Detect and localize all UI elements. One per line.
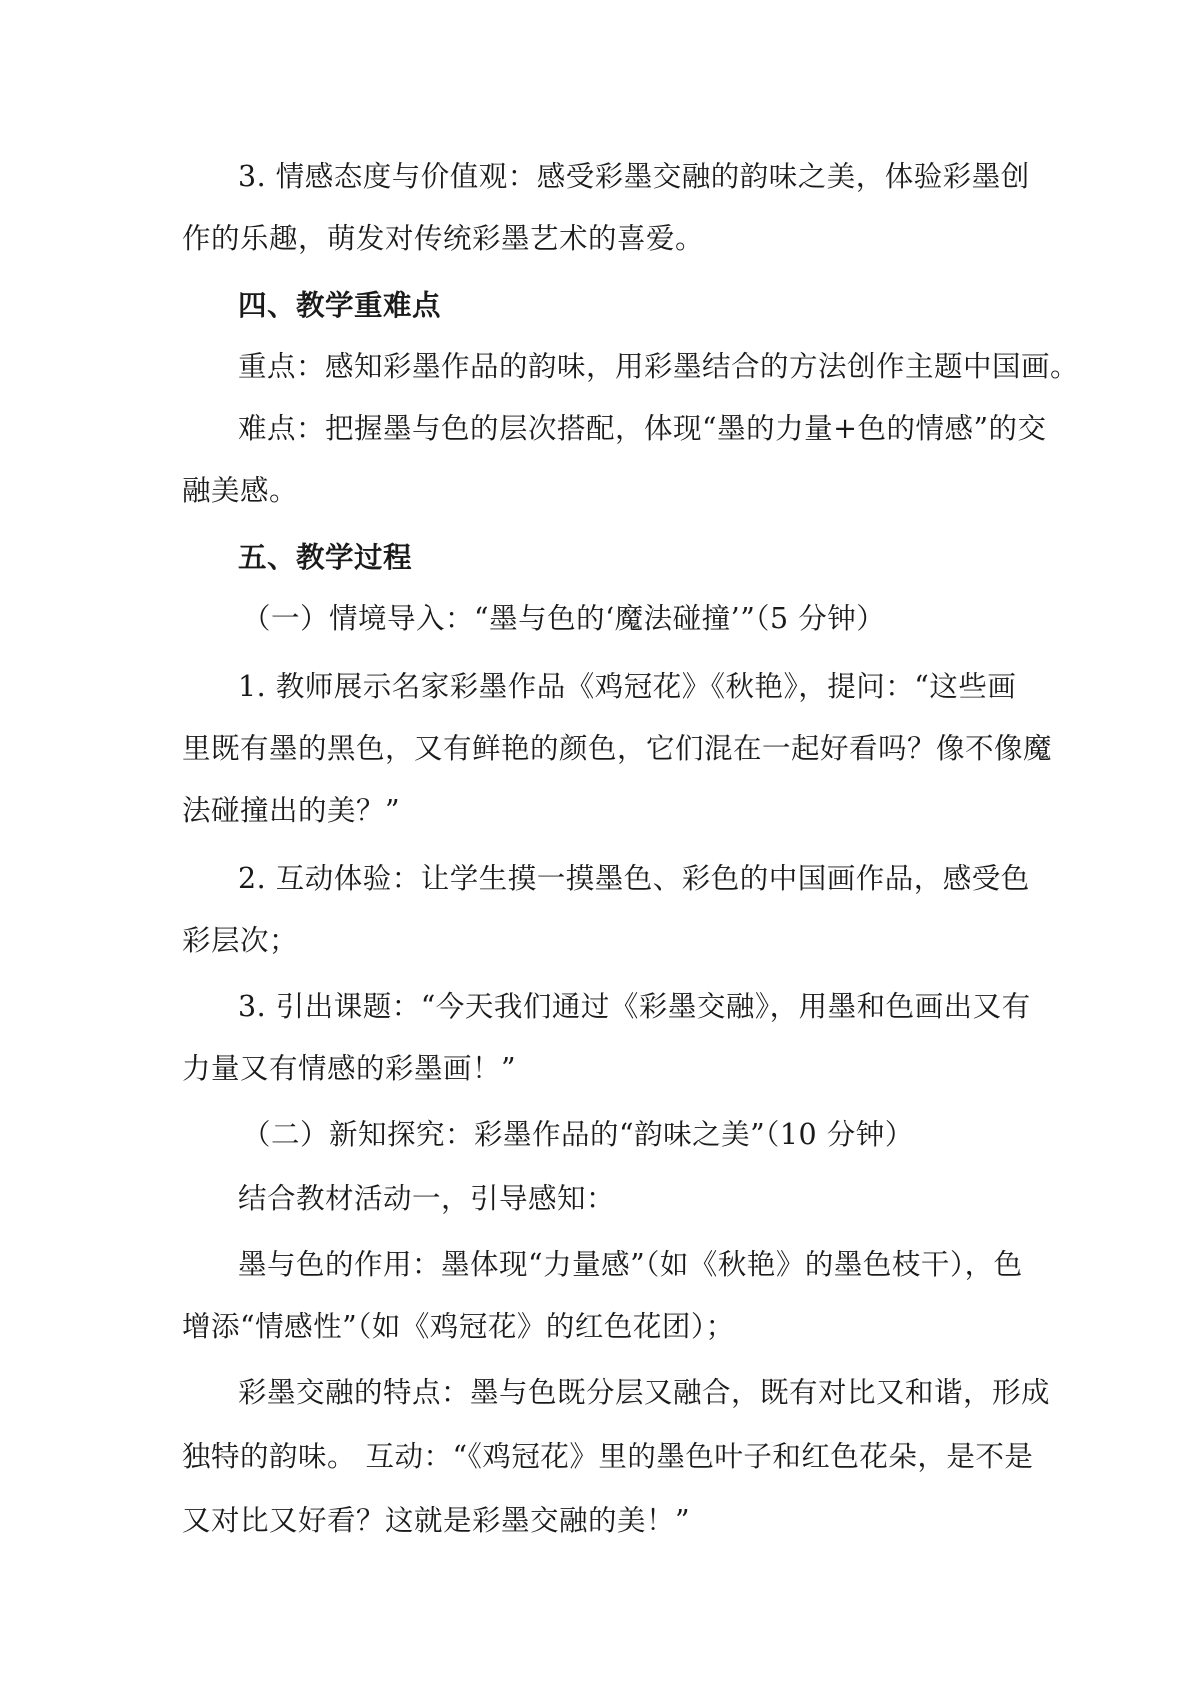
- fusion-feature-line-3: 又对比又好看？这就是彩墨交融的美！”: [182, 1504, 691, 1537]
- fusion-feature-line-2: 独特的韵味。 互动：“《鸡冠花》里的墨色叶子和红色花朵，是不是: [182, 1440, 1034, 1473]
- intro-step-3-line-2: 力量又有情感的彩墨画！”: [182, 1052, 517, 1085]
- difficulty-line-2: 融美感。: [182, 474, 299, 507]
- fusion-feature-line-1: 彩墨交融的特点：墨与色既分层又融合，既有对比又和谐，形成: [238, 1376, 1051, 1409]
- objective-3-line-1: 3. 情感态度与价值观：感受彩墨交融的韵味之美，体验彩墨创: [238, 160, 1030, 193]
- intro-step-3-line-1: 3. 引出课题：“今天我们通过《彩墨交融》，用墨和色画出又有: [238, 990, 1031, 1023]
- intro-step-1-line-3: 法碰撞出的美？”: [182, 794, 401, 827]
- key-point-paragraph: 重点：感知彩墨作品的韵味，用彩墨结合的方法创作主题中国画。: [238, 350, 1080, 383]
- subsection-heading-intro: （一）情境导入：“墨与色的‘魔法碰撞’”（5 分钟）: [242, 602, 886, 635]
- subsection-heading-explore: （二）新知探究：彩墨作品的“韵味之美”（10 分钟）: [242, 1118, 914, 1151]
- difficulty-line-1: 难点：把握墨与色的层次搭配，体现“墨的力量+色的情感”的交: [238, 412, 1047, 445]
- explore-intro: 结合教材活动一，引导感知：: [238, 1182, 616, 1215]
- intro-step-2-line-1: 2. 互动体验：让学生摸一摸墨色、彩色的中国画作品，感受色: [238, 862, 1030, 895]
- ink-color-role-line-2: 增添“情感性”（如《鸡冠花》的红色花团）；: [182, 1310, 735, 1343]
- intro-step-1-line-1: 1. 教师展示名家彩墨作品《鸡冠花》《秋艳》，提问：“这些画: [238, 670, 1017, 703]
- objective-3-line-2: 作的乐趣，萌发对传统彩墨艺术的喜爱。: [182, 222, 705, 255]
- ink-color-role-line-1: 墨与色的作用：墨体现“力量感”（如《秋艳》的墨色枝干），色: [238, 1248, 1023, 1281]
- section-heading-process: 五、教学过程: [238, 540, 413, 574]
- intro-step-1-line-2: 里既有墨的黑色，又有鲜艳的颜色，它们混在一起好看吗？像不像魔: [182, 732, 1053, 765]
- section-heading-key-points: 四、教学重难点: [238, 288, 442, 322]
- intro-step-2-line-2: 彩层次；: [182, 924, 299, 957]
